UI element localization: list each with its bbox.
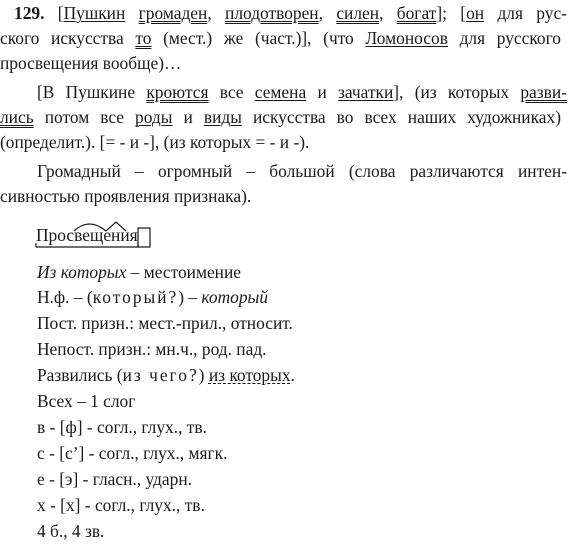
- text-fragment: Громадный – огромный – большой (слова различаются интен-: [37, 161, 567, 181]
- text-fragment: ): [198, 365, 209, 385]
- text-fragment: с - [с’] - согл., глух., мягк.: [37, 443, 228, 463]
- predicate-word: кроются: [146, 82, 209, 102]
- text-fragment: ) –: [178, 287, 202, 307]
- text-fragment: 4 б., 4 зв.: [37, 521, 105, 541]
- exercise-line-1: 129. [Пушкин громаден, плодотворен, силен, богат]; [он для рус-: [14, 3, 567, 23]
- text-fragment: [: [57, 3, 64, 23]
- text-fragment: (мест.) же (част.)], (что: [163, 28, 354, 48]
- analysis-line-2: [37, 287, 268, 307]
- text-fragment: Развились (: [37, 365, 123, 385]
- predicate-word: богат: [396, 3, 437, 23]
- subject-word: он: [466, 3, 485, 23]
- text-fragment: е - [э] - гласн., ударн.: [37, 469, 192, 489]
- text-fragment: Пост. призн.: мест.-прил., относит.: [37, 313, 293, 333]
- text-fragment: в - [ф] - согл., глух., тв.: [37, 417, 207, 437]
- exercise-number: 129.: [14, 3, 45, 23]
- exercise-line-2: [0, 28, 561, 48]
- text-fragment: искусства во всех наших художниках): [252, 107, 561, 127]
- text-fragment: и: [317, 82, 327, 102]
- text-fragment: Непост. призн.: мн.ч., род. пад.: [37, 339, 267, 359]
- text-fragment: для русского: [459, 28, 562, 48]
- analysis-line-11: [37, 521, 104, 541]
- exercise-line-7: [37, 161, 567, 181]
- analysis-term: Из которых: [37, 262, 127, 282]
- predicate-word: то: [135, 28, 152, 48]
- subject-word: Ломоносов: [365, 28, 448, 48]
- text-fragment: просвещения вообще)…: [0, 53, 182, 73]
- analysis-line-4: [37, 339, 267, 359]
- text-fragment: [В Пушкине: [37, 82, 136, 102]
- morpheme-word: [36, 225, 138, 245]
- analyzed-word: Просвещения: [36, 225, 138, 245]
- text-fragment: все: [219, 82, 244, 102]
- question-word: который?: [92, 287, 179, 307]
- text-fragment: (определит.). [= - и -], (из которых = - и -).: [0, 132, 310, 152]
- text-fragment: ], (из которых: [393, 82, 510, 102]
- subject-word: Пушкин: [63, 3, 126, 23]
- ending-box-mark: [138, 228, 150, 247]
- analysis-line-6: [37, 391, 135, 411]
- exercise-line-6: [0, 132, 309, 152]
- text-fragment: .: [290, 365, 295, 385]
- text-fragment: Н.ф. – (: [37, 287, 93, 307]
- predicate-word: силен: [336, 3, 380, 23]
- analysis-line-7: [37, 417, 207, 437]
- text-fragment: ]; [: [436, 3, 467, 23]
- text-fragment: сивностью проявления признака).: [0, 186, 252, 206]
- exercise-line-3: [0, 53, 181, 73]
- text-fragment: ского искусства: [0, 28, 124, 48]
- text-fragment: и: [183, 107, 193, 127]
- question-word: из чего?: [122, 365, 199, 385]
- exercise-line-4: [37, 82, 567, 102]
- subject-word: виды: [203, 107, 242, 127]
- text-fragment: Всех – 1 слог: [37, 391, 136, 411]
- analysis-line-5: [37, 365, 295, 385]
- text-fragment: – местоимение: [126, 262, 242, 282]
- analysis-line-9: [37, 469, 192, 489]
- subject-word: роды: [135, 107, 173, 127]
- predicate-word: громаден: [138, 3, 208, 23]
- analysis-line-1: [37, 262, 241, 282]
- adverbial-word: из которых: [208, 365, 291, 385]
- predicate-word: плодотворен: [225, 3, 319, 23]
- predicate-word: лись: [0, 107, 34, 127]
- analysis-line-10: [37, 495, 205, 515]
- analysis-line-3: [37, 313, 293, 333]
- exercise-line-5: [0, 107, 561, 127]
- initial-form: который: [201, 287, 269, 307]
- subject-word: семена: [254, 82, 307, 102]
- text-fragment: потом все: [44, 107, 124, 127]
- subject-word: зачатки: [338, 82, 394, 102]
- analysis-line-8: [37, 443, 227, 463]
- text-fragment: для рус-: [497, 3, 567, 23]
- exercise-line-8: [0, 186, 251, 206]
- text-fragment: х - [х] - согл., глух., тв.: [37, 495, 205, 515]
- predicate-word: разви-: [520, 82, 567, 102]
